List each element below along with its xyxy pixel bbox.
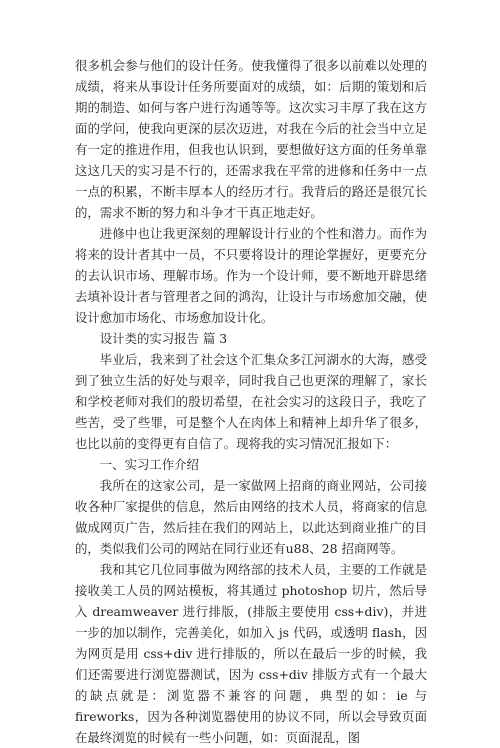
paragraph-technical-work: 我和其它几位同事做为网络部的技术人员，主要的工作就是接收美工人员的网站模板，将其通过 photoshop 切片，然后导入 dreamweaver 进行排版，(排版主要使用 css+div)，并进一步的加以制作，完善美化，如加入 js 代码，或透明 flash，因为网页是用 css+div 进行排版的，所以在最后一步的时候，我们还需要进行浏览器测试，因为 css+div 排版方式有一个最大的缺点就是：浏览器不兼容的问题，典型的如：ie 与 fireworks，因为各种浏览器使用的协议不同，所以会导致页面在最终浏览的时候有一些小问题，如：页面混乱，图 — [75, 562, 427, 745]
paragraph-continuation: 很多机会参与他们的设计任务。使我懂得了很多以前难以处理的成绩，将来从事设计任务所要面对的成绩，如：后期的策划和后期的制造、如何与客户进行沟通等等。这次实习丰厚了我在这方面的学问，使我向更深的层次迈进，对我在今后的社会当中立足有一定的推进作用，但我也认识到，要想做好这方面的任务单靠这这几天的实习是不行的，还需求我在平常的进修和任务中一点一点的积累，不断丰厚本人的经历才行。我背后的路还是很冗长的，需求不断的努力和斗争才干真正地走好。 — [75, 58, 427, 220]
document-body — [75, 55, 427, 748]
paragraph-after-graduation: 毕业后，我来到了社会这个汇集众多江河湖水的大海，感受到了独立生活的好处与艰辛，同时我自己也更深的理解了，家长和学校老师对我们的殷切希望，在社会实习的这段日子，我吃了些苦，受了些罪，可是整个人在肉体上和精神上却升华了很多，也比以前的变得更有自信了。现将我的实习情况汇报如下： — [75, 352, 427, 451]
paragraph-company-intro: 我所在的这家公司，是一家做网上招商的商业网站，公司接收各种厂家提供的信息，然后由网络的技术人员，将商家的信息做成网页广告，然后挂在我们的网站上，以此达到商业推广的目的，类似我们公司的网站在同行业还有u88、28 招商网等。 — [75, 478, 427, 556]
paragraph-industry-potential: 进修中也让我更深刻的理解设计行业的个性和潜力。而作为将来的设计者其中一员，不只要将设计的理论掌握好，更要充分的去认识市场、理解市场。作为一个设计师，要不断地开辟思绪去填补设计者与管理者之间的鸿沟，让设计与市场愈加交融，使设计愈加市场化、市场愈加设计化。 — [75, 226, 427, 325]
report-section-title: 设计类的实习报告 篇 3 — [99, 331, 228, 346]
section-heading-work-intro: 一、实习工作介绍 — [99, 457, 199, 472]
